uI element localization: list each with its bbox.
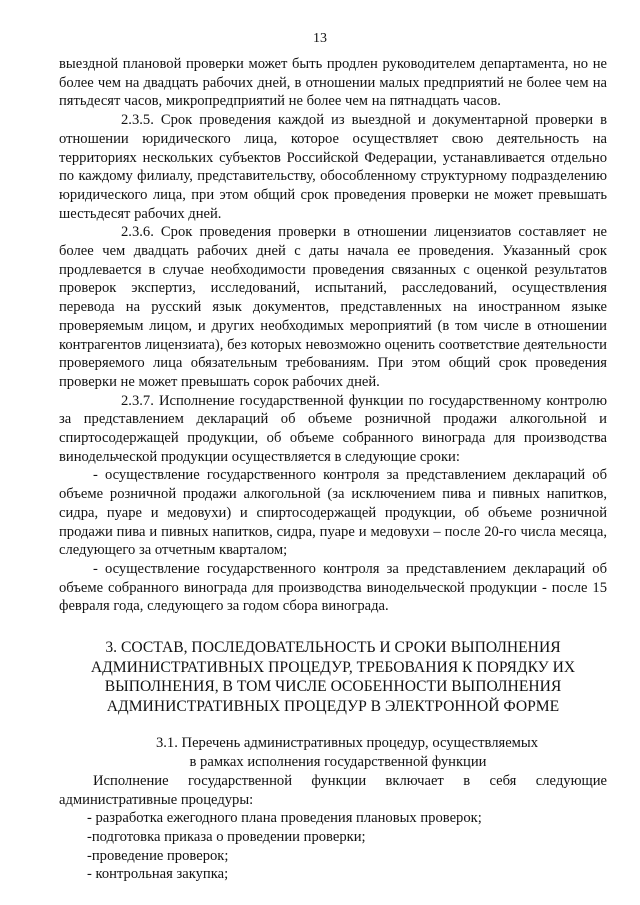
subsection-3-1-heading <box>59 734 607 771</box>
paragraph-2-3-7: 2.3.7. Исполнение государственной функции по государственному контролю за представлением деклараций об объеме розничной продажи алкогольной и спиртосодержащей продукции, об объеме собранного винограда для производства винодельческой продукции осуществляется в следующие сроки: <box>59 392 607 465</box>
deadline-item-grapes: - осуществление государственного контроля за представлением деклараций об объеме собранного винограда для производства винодельческой продукции - после 15 февраля года, следующего за годом сбора винограда. <box>59 560 607 615</box>
paragraph-2-3-6: 2.3.6. Срок проведения проверки в отношении лицензиатов составляет не более чем двадцать рабочих дней с даты начала ее проведения. Указанный срок продлевается в случае необходимости проведения связанных с оценкой результатов проверок экспертиз, исследований, испытаний, расследований, осуществления перевода на русский язык документов, представленных на иностранном языке проверяемым лицом, и других необходимых мероприятий (в том числе в отношении контрагентов лицензиата), без которых невозможно оценить соответствие деятельности проверяемого лица обязательным требованиям. При этом общий срок проведения проверки не может превышать сорок рабочих дней. <box>59 224 607 390</box>
paragraph-continuation: выездной плановой проверки может быть продлен руководителем департамента, но не более чем на двадцать рабочих дней, в отношении малых предприятий не более чем на пятьдесят часов, микропредприятий не более чем на пятнадцать часов. <box>59 56 607 110</box>
section-3-heading: 3. СОСТАВ, ПОСЛЕДОВАТЕЛЬНОСТЬ И СРОКИ ВЫПОЛНЕНИЯ АДМИНИСТРАТИВНЫХ ПРОЦЕДУР, ТРЕБОВАНИЯ К ПОРЯДКУ ИХ ВЫПОЛНЕНИЯ, В ТОМ ЧИСЛЕ ОСОБЕННОСТИ ВЫПОЛНЕНИЯ АДМИНИСТРАТИВНЫХ ПРОЦЕДУР В ЭЛЕКТРОННОЙ ФОРМЕ <box>90 639 576 715</box>
subsection-heading-line-2: в рамках исполнения государственной функции <box>189 754 487 771</box>
list-item: -подготовка приказа о проведении проверки; <box>87 828 366 845</box>
procedures-list <box>59 809 607 884</box>
paragraph-2-3-5: 2.3.5. Срок проведения каждой из выездной и документарной проверки в отношении юридического лица, которое осуществляет свою деятельность на территориях нескольких субъектов Российской Федерации, устанавливается отдельно по каждому филиалу, представительству, обособленному структурному подразделению юридического лица, при этом общий срок проведения проверки не может превышать шестьдесят рабочих дней. <box>59 112 607 222</box>
list-item: - разработка ежегодного плана проведения плановых проверок; <box>87 810 482 827</box>
document-body <box>59 55 607 884</box>
deadline-item-retail: - осуществление государственного контроля за представлением деклараций об объеме розничной продажи алкогольной (за исключением пива и пивных напитков, сидра, пуаре и медовухи) и спиртосодержащей продукции, об объеме розничной продажи пива и пивных напитков, сидра, пуаре и медовухи – после 20-го числа месяца, следующего за отчетным кварталом; <box>59 467 607 559</box>
procedures-intro: Исполнение государственной функции включает в себя следующие административные процедуры: <box>59 772 607 808</box>
subsection-heading-line-1: 3.1. Перечень административных процедур, осуществляемых <box>155 735 539 752</box>
list-item: -проведение проверок; <box>87 847 229 864</box>
page-number: 13 <box>313 31 327 46</box>
list-item: - контрольная закупка; <box>87 866 229 883</box>
